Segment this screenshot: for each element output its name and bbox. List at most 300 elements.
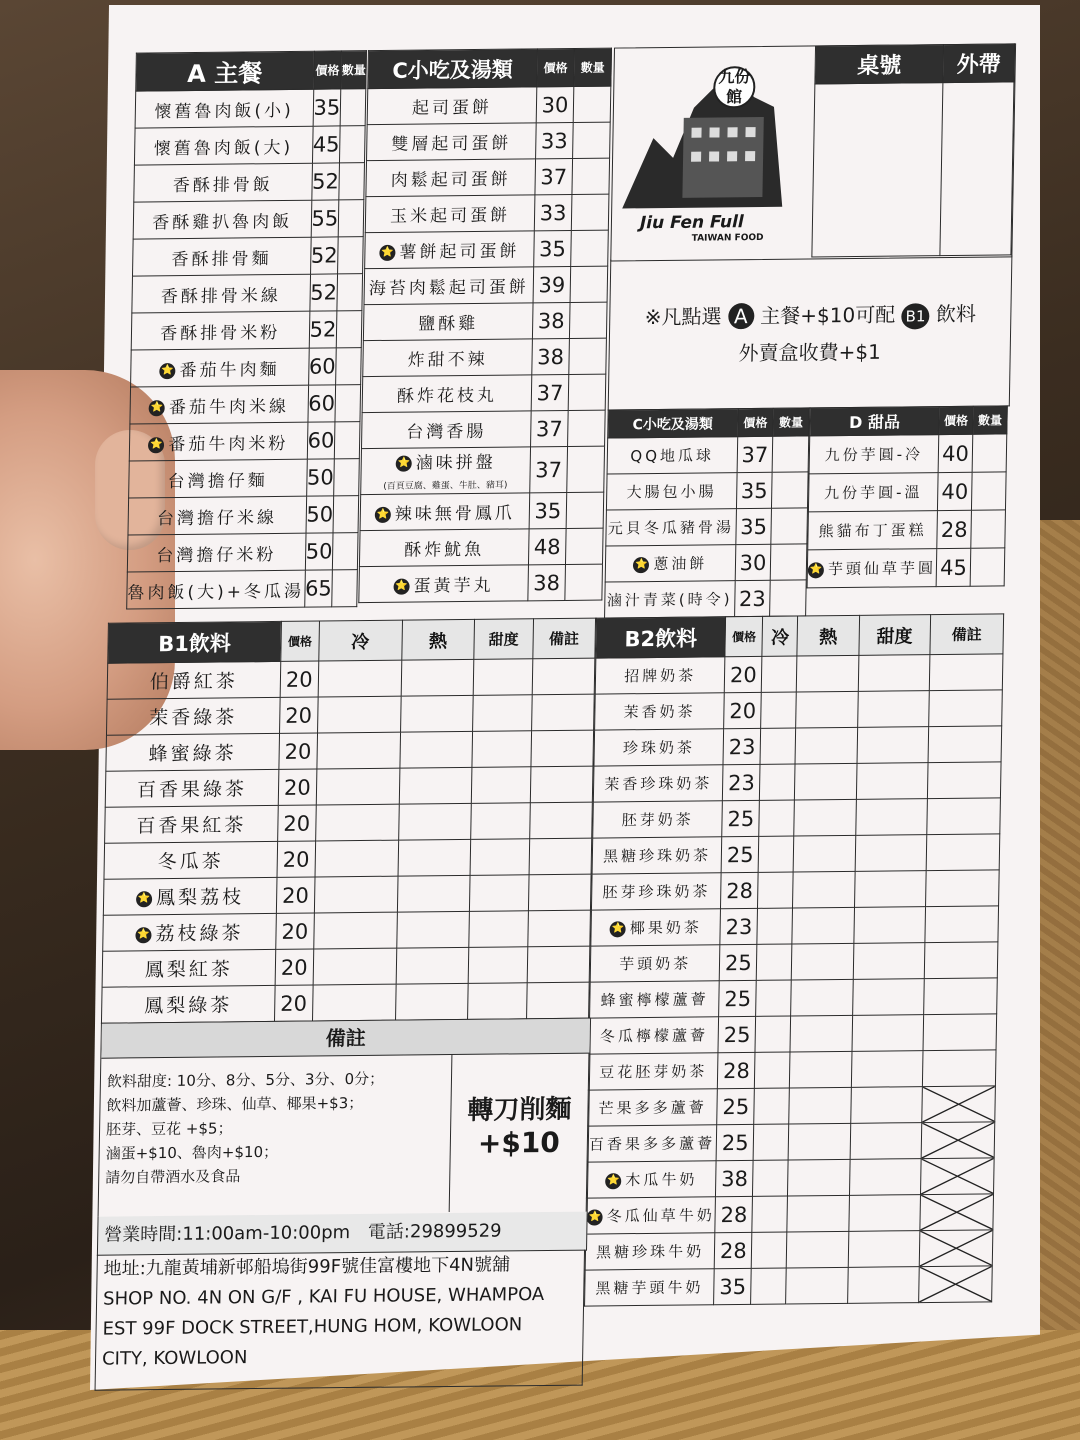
menu-row [588,1086,996,1126]
entry-cell[interactable] [752,1196,788,1232]
menu-row [104,838,592,879]
price-cell: 60 [307,422,335,459]
entry-cell[interactable] [314,876,398,913]
recommend-icon: ⭐ [136,891,152,907]
section-c-title: C小吃及湯類 [368,49,538,89]
menu-row [593,762,1001,802]
entry-cell[interactable] [854,907,926,944]
entry-cell[interactable] [970,548,1005,586]
menu-row [606,508,808,546]
entry-cell[interactable] [929,654,1003,691]
entry-cell[interactable] [787,1195,849,1232]
entry-cell[interactable] [925,906,999,943]
entry-cell[interactable] [333,533,359,570]
recommend-icon: ⭐ [808,562,824,578]
price-cell: 28 [715,1196,753,1232]
entry-cell[interactable] [569,338,607,374]
item-cell [807,549,937,588]
entry-cell[interactable] [315,840,399,877]
entry-cell[interactable] [313,948,397,985]
entry-cell[interactable] [760,728,796,764]
entry-cell[interactable] [794,799,856,836]
item-name: 香酥排骨麵 [171,248,272,270]
entry-cell[interactable] [759,836,795,872]
item-cell [367,123,537,161]
entry-cell[interactable] [317,732,401,769]
item-name: 台灣擔仔米線 [156,507,278,529]
entry-cell[interactable] [770,580,806,616]
item-cell [131,348,309,387]
entry-cell[interactable] [789,1087,851,1124]
entry-cell[interactable] [470,839,529,876]
entry-cell[interactable] [972,434,1007,472]
item-name: 鳳梨荔枝 [155,886,245,910]
col-qty: 數量 [574,48,612,86]
entry-cell[interactable] [472,767,531,804]
entry-cell[interactable] [333,496,359,533]
menu-row [106,730,594,771]
entry-cell[interactable] [921,1122,995,1159]
price-cell: 35 [735,508,771,544]
entry-cell[interactable] [527,946,590,983]
table-number-field[interactable] [812,83,943,257]
entry-cell[interactable] [337,274,363,311]
remarks-title: 備註 [101,1019,590,1059]
item-name: 百香果多多蘆薈 [588,1134,716,1154]
menu-row [361,446,605,495]
price-cell: 23 [723,728,761,764]
entry-cell[interactable] [920,1194,994,1231]
entry-cell[interactable] [770,544,806,580]
menu-row [127,570,358,609]
entry-cell[interactable] [919,1230,993,1267]
entry-cell[interactable] [790,1015,852,1052]
remark-line: 飲料甜度: 10分、8分、5分、3分、0分； [106,1069,385,1091]
price-cell: 38 [532,338,570,374]
price-cell: 35 [313,89,341,126]
entry-cell[interactable] [852,1015,924,1052]
entry-cell[interactable] [751,1268,787,1304]
order-sheet [94,43,1028,1392]
entry-cell[interactable] [336,348,362,385]
entry-cell[interactable] [338,237,364,274]
section-c-table [358,48,612,604]
menu-row [808,510,1006,550]
cross-out-icon [920,1230,993,1266]
menu-row [129,422,360,461]
menu-row [365,194,609,233]
entry-cell[interactable] [928,690,1002,727]
col-cold: 冷 [319,620,403,661]
badge-a: A [728,303,754,329]
entry-cell[interactable] [772,436,808,472]
menu-row [590,978,998,1018]
entry-cell[interactable] [570,266,608,302]
entry-cell[interactable] [922,1050,996,1087]
item-name: 九份芋圓-冷 [824,445,924,465]
entry-cell[interactable] [398,803,471,840]
address-box [95,1250,585,1391]
menu-row [131,348,362,387]
item-name: 椰果奶茶 [629,918,702,938]
entry-cell[interactable] [565,528,603,564]
entry-cell[interactable] [927,798,1001,835]
menu-row [590,942,998,982]
entry-cell[interactable] [918,1266,992,1303]
entry-cell[interactable] [790,1051,852,1088]
entry-cell[interactable] [792,943,854,980]
price-cell: 20 [725,656,763,692]
recommend-icon: ⭐ [587,1209,603,1225]
col-sweetness: 甜度 [474,619,533,660]
col-hot: 熱 [797,615,859,656]
item-cell [594,729,724,766]
menu-row [593,798,1001,838]
entry-cell[interactable] [527,910,590,947]
entry-cell[interactable] [472,731,531,768]
price-cell: 28 [937,510,972,548]
item-name: 茉香珍珠奶茶 [604,774,713,794]
entry-cell[interactable] [788,1159,850,1196]
item-cell [105,805,279,843]
entry-cell[interactable] [316,768,400,805]
item-cell [365,231,535,269]
entry-cell[interactable] [791,979,853,1016]
entry-cell[interactable] [470,875,529,912]
cross-out-icon [920,1194,993,1230]
cross-out-icon [921,1158,994,1194]
entry-cell[interactable] [850,1087,922,1124]
entry-cell[interactable] [757,908,793,944]
entry-cell[interactable] [853,943,925,980]
entry-cell[interactable] [786,1267,848,1304]
address-line: CITY, KOWLOON [101,1347,248,1370]
entry-cell[interactable] [924,942,998,979]
entry-cell[interactable] [337,311,363,348]
entry-cell[interactable] [789,1123,851,1160]
entry-cell[interactable] [526,982,589,1019]
entry-cell[interactable] [529,802,592,839]
entry-cell[interactable] [573,86,611,122]
item-name: 番茄牛肉米粉 [168,433,289,455]
entry-cell[interactable] [753,1160,789,1196]
menu-row [606,472,808,510]
entry-cell[interactable] [469,911,528,948]
entry-cell[interactable] [797,655,859,692]
entry-cell[interactable] [754,1088,790,1124]
entry-cell[interactable] [753,1124,789,1160]
entry-cell[interactable] [851,1051,923,1088]
entry-cell[interactable] [530,730,593,767]
entry-cell[interactable] [400,731,473,768]
price-cell: 25 [719,980,757,1016]
entry-cell[interactable] [400,695,473,732]
entry-cell[interactable] [571,194,609,230]
entry-cell[interactable] [473,695,532,732]
menu-row [132,237,363,276]
item-cell [132,237,310,276]
entry-cell[interactable] [858,655,930,692]
entry-cell[interactable] [854,871,926,908]
recommend-icon: ⭐ [379,245,395,261]
item-name: 熊貓布丁蛋糕 [818,521,927,541]
entry-cell[interactable] [756,980,792,1016]
entry-cell[interactable] [796,691,858,728]
item-cell [592,837,722,874]
entry-cell[interactable] [923,1014,997,1051]
entry-cell[interactable] [928,726,1002,763]
item-name: 百香果紅茶 [136,814,247,838]
item-cell [105,769,279,807]
entry-cell[interactable] [755,1052,791,1088]
entry-cell[interactable] [529,838,592,875]
price-cell: 28 [718,1052,756,1088]
entry-cell[interactable] [395,983,468,1020]
entry-cell[interactable] [471,803,530,840]
item-cell [106,697,280,735]
price-cell: 25 [722,800,760,836]
entry-cell[interactable] [849,1159,921,1196]
price-cell: 25 [716,1124,754,1160]
entry-cell[interactable] [794,835,856,872]
item-name: 豆花胚芽奶茶 [599,1062,708,1082]
entry-cell[interactable] [338,200,364,237]
entry-cell[interactable] [771,508,807,544]
entry-cell[interactable] [401,659,474,696]
entry-cell[interactable] [855,799,927,836]
section-c2-table [604,407,810,618]
entry-cell[interactable] [531,694,594,731]
restaurant-logo-icon [612,46,815,218]
notice-line-2: 外賣盒收費+$1 [738,339,882,366]
price-cell: 55 [311,200,339,237]
item-cell [585,1233,715,1270]
entry-cell[interactable] [468,947,527,984]
item-cell [359,565,529,603]
item-name: 辣味無骨鳳爪 [394,503,516,525]
item-cell [595,657,725,694]
item-cell [106,733,280,771]
menu-row [359,564,603,603]
item-name: 滷汁青菜(時令) [606,590,733,610]
section-b2-table [584,613,1004,1306]
entry-cell[interactable] [566,492,604,528]
item-cell [606,473,736,510]
badge-b1: B1 [901,303,929,329]
entry-cell[interactable] [532,658,595,695]
remark-line: 飲料加蘆薈、珍珠、仙草、椰果+$3； [106,1093,364,1115]
entry-cell[interactable] [572,158,610,194]
menu-row [363,302,607,341]
item-name: 香酥雞扒魯肉飯 [151,211,293,233]
entry-cell[interactable] [568,410,606,446]
entry-cell[interactable] [398,839,471,876]
remark-line: 滷蛋+$10、魯肉+$10； [105,1142,279,1163]
remarks-lines [105,1066,447,1190]
price-cell: 50 [305,533,333,570]
entry-cell[interactable] [340,126,366,163]
price-cell: 20 [274,985,312,1021]
entry-cell[interactable] [313,912,397,949]
notice-text-a: ※凡點選 [644,304,722,330]
price-cell: 23 [720,908,758,944]
remarks-box [98,1018,592,1219]
entry-cell[interactable] [920,1158,994,1195]
price-cell: 35 [714,1268,752,1304]
entry-cell[interactable] [792,907,854,944]
item-cell [605,581,735,618]
entry-cell[interactable] [772,472,808,508]
item-name: 香酥排骨飯 [172,174,274,196]
col-hot: 熱 [401,619,474,660]
menu-row [101,982,589,1023]
item-name: 鳳梨綠茶 [143,994,233,1018]
entry-cell[interactable] [312,984,396,1021]
entry-cell[interactable] [926,834,1000,871]
entry-cell[interactable] [848,1195,920,1232]
price-cell: 20 [277,841,315,877]
item-name: 珍珠奶茶 [622,738,696,758]
entry-cell[interactable] [972,472,1007,510]
entry-cell[interactable] [317,696,401,733]
col-price: 價格 [281,621,320,661]
entry-cell[interactable] [567,446,605,492]
item-name: 冬瓜仙草牛奶 [606,1206,715,1226]
entry-cell[interactable] [397,875,470,912]
entry-cell[interactable] [339,163,365,200]
item-name: 滷味拼盤 [415,452,496,474]
menu-row [130,385,361,424]
entry-cell[interactable] [762,656,798,692]
entry-cell[interactable] [850,1123,922,1160]
menu-row [359,528,603,567]
item-cell [131,311,309,350]
entry-cell[interactable] [335,385,361,422]
entry-cell[interactable] [530,766,593,803]
item-name: 茉香奶茶 [623,702,696,722]
entry-cell[interactable] [399,767,472,804]
item-name: 薯餅起司蛋餅 [399,241,520,263]
item-name: 九份芋圓-溫 [823,483,923,503]
item-cell [587,1125,717,1162]
item-name: 香酥排骨米線 [160,285,282,307]
address-line: SHOP NO. 4N ON G/F , KAI FU HOUSE, WHAMPOA [102,1284,545,1310]
menu-row [586,1158,994,1198]
price-cell: 20 [278,769,316,805]
entry-cell[interactable] [847,1267,919,1304]
entry-cell[interactable] [848,1231,920,1268]
entry-cell[interactable] [757,944,793,980]
entry-cell[interactable] [971,510,1006,548]
entry-cell[interactable] [857,727,929,764]
recommend-icon: ⭐ [396,456,412,472]
entry-cell[interactable] [396,911,469,948]
price-cell: 23 [723,764,761,800]
item-cell [360,493,530,531]
entry-cell[interactable] [752,1232,788,1268]
entry-cell[interactable] [335,422,361,459]
menu-row [807,548,1005,588]
entry-cell[interactable] [852,979,924,1016]
price-cell: 37 [531,374,569,410]
menu-row [591,870,999,910]
entry-cell[interactable] [927,762,1001,799]
entry-cell[interactable] [571,230,609,266]
entry-cell[interactable] [758,872,794,908]
entry-cell[interactable] [569,302,607,338]
menu-row [363,338,607,377]
price-cell: 23 [734,580,770,616]
entry-cell[interactable] [761,692,797,728]
entry-cell[interactable] [473,659,532,696]
entry-cell[interactable] [925,870,999,907]
entry-cell[interactable] [760,764,796,800]
price-cell: 25 [721,836,759,872]
item-cell [593,765,723,802]
entry-cell[interactable] [795,763,857,800]
price-cell: 38 [528,564,566,600]
price-cell: 50 [306,496,334,533]
price-cell: 20 [280,661,318,697]
item-name: 雙層起司蛋餅 [391,133,512,155]
entry-cell[interactable] [315,804,399,841]
entry-cell[interactable] [528,874,591,911]
section-d-title: D 甜品 [810,407,940,436]
section-b1-table [101,618,596,1024]
entry-cell[interactable] [755,1016,791,1052]
entry-cell[interactable] [568,374,606,410]
menu-row [594,726,1002,766]
price-cell: 52 [310,237,338,274]
item-cell [586,1197,716,1234]
entry-cell[interactable] [332,570,358,607]
entry-cell[interactable] [396,947,469,984]
entry-cell[interactable] [923,978,997,1015]
menu-row [105,766,593,807]
item-cell [361,447,531,495]
entry-cell[interactable] [795,727,857,764]
logo-area [610,43,1016,261]
entry-cell[interactable] [334,459,360,496]
entry-cell[interactable] [857,691,929,728]
entry-cell[interactable] [573,122,611,158]
entry-cell[interactable] [468,983,527,1020]
entry-cell[interactable] [759,800,795,836]
entry-cell[interactable] [565,564,603,600]
remark-line: 請勿自帶酒水及食品 [105,1167,241,1187]
entry-cell[interactable] [340,89,366,126]
entry-cell[interactable] [793,871,855,908]
menu-row [809,434,1007,474]
item-cell [103,913,277,951]
takeaway-field[interactable] [940,82,1014,256]
entry-cell[interactable] [922,1086,996,1123]
entry-cell[interactable] [318,660,402,697]
menu-row [605,544,807,582]
menu-row [135,89,366,128]
entry-cell[interactable] [787,1231,849,1268]
menu-row [103,910,591,951]
entry-cell[interactable] [855,835,927,872]
price-cell: 65 [304,570,332,607]
item-name: 芋頭仙草芋圓 [827,559,937,579]
price-cell: 38 [716,1160,754,1196]
item-name: 魯肉飯(大)+冬瓜湯 [127,581,305,604]
price-cell: 39 [533,266,571,302]
entry-cell[interactable] [856,763,928,800]
item-cell [591,909,721,946]
price-cell: 25 [720,944,758,980]
